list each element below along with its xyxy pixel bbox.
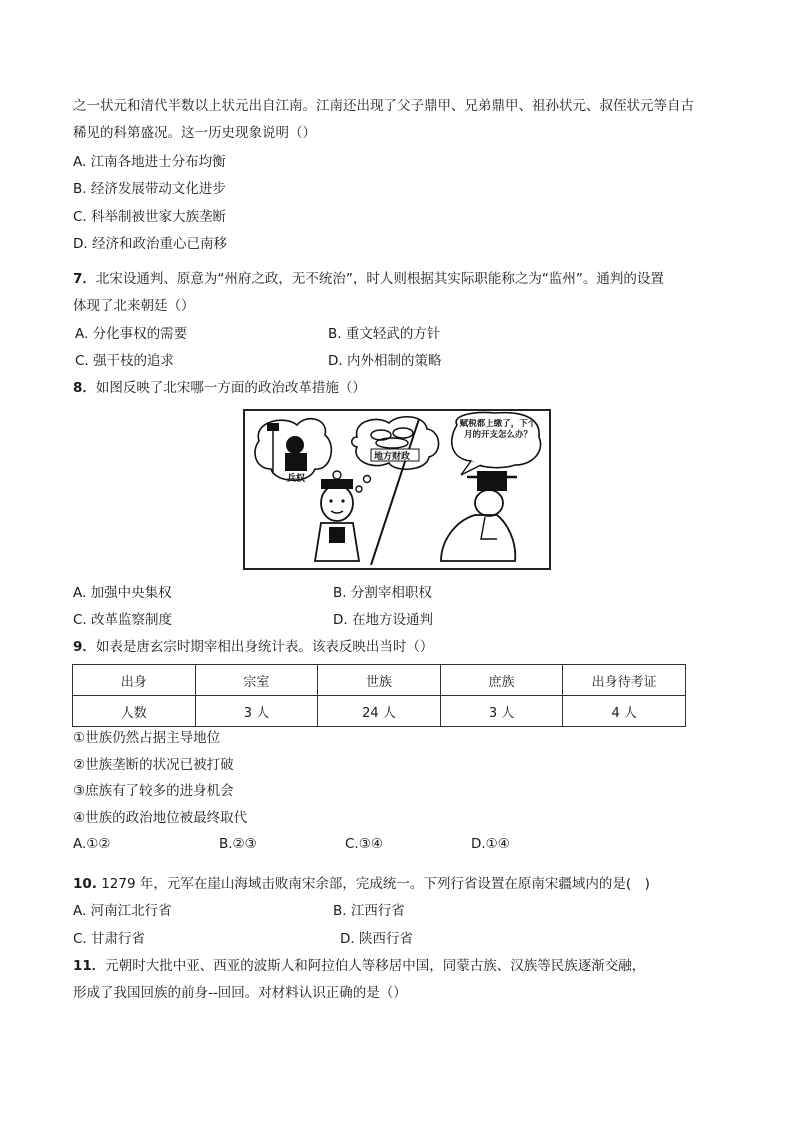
q6-stem-line-2: 稀见的科第盛况。这一历史现象说明（） <box>73 125 316 141</box>
q9-option-b: B.②③ <box>219 836 257 852</box>
q9-stem <box>73 638 433 656</box>
q9-option-d: D.①④ <box>471 836 510 852</box>
q8-option-d: D. 在地方设通判 <box>333 612 433 628</box>
table-cell: 人数 <box>73 696 196 727</box>
cartoon-speech-text: 赋税都上缴了，下个月的开支怎么办？ <box>459 419 537 440</box>
q8-number: 8． <box>73 380 96 396</box>
q10-number: 10. <box>73 876 97 892</box>
q9-stem-text: 如表是唐玄宗时期宰相出身统计表。该表反映出当时（） <box>95 639 434 655</box>
table-cell: 3 人 <box>440 696 563 727</box>
q6-option-d: D. 经济和政治重心已南移 <box>73 236 227 252</box>
q8-stem-text: 如图反映了北宋哪一方面的政治改革措施（） <box>95 380 366 396</box>
q7-stem-text: 北宋设通判、原意为“州府之政，无不统治”，时人则根据其实际职能称之为“监州”。通判的设置 <box>95 271 664 287</box>
table-header-cell: 庶族 <box>440 665 563 696</box>
q10-option-a: A. 河南江北行省 <box>73 903 172 919</box>
table-header-cell: 出身待考证 <box>563 665 686 696</box>
table-header-cell: 宗室 <box>195 665 318 696</box>
q8-option-a: A. 加强中央集权 <box>73 585 172 601</box>
q9-statistics-table <box>72 664 686 727</box>
q9-option-a: A.①② <box>73 836 111 852</box>
q7-stem-line-1 <box>73 270 664 288</box>
q7-option-b: B. 重文轻武的方针 <box>328 326 441 342</box>
q9-statement-2: ②世族垄断的状况已被打破 <box>73 757 234 773</box>
table-row <box>73 696 686 727</box>
q11-number: 11． <box>73 958 106 974</box>
q6-option-b: B. 经济发展带动文化进步 <box>73 181 226 197</box>
table-header-cell: 世族 <box>318 665 441 696</box>
q7-number: 7． <box>73 271 96 287</box>
q7-option-a: A. 分化事权的需要 <box>75 326 188 342</box>
q10-stem-text: 1279 年，元军在崖山海域击败南宋余部，完成统一。下列行省设置在原南宋疆域内的是( ) <box>101 876 650 892</box>
table-cell: 3 人 <box>195 696 318 727</box>
table-header-row <box>73 665 686 696</box>
q10-stem <box>73 875 650 893</box>
q6-option-c: C. 科举制被世家大族垄断 <box>73 209 227 225</box>
q10-option-d: D. 陕西行省 <box>340 931 413 947</box>
q9-statement-3: ③庶族有了较多的进身机会 <box>73 783 234 799</box>
cartoon-illustration <box>245 411 549 568</box>
q9-statement-4: ④世族的政治地位被最终取代 <box>73 810 248 826</box>
cartoon-label-finance: 地方财政 <box>374 452 411 462</box>
table-header-cell: 出身 <box>73 665 196 696</box>
q8-stem <box>73 379 366 397</box>
q8-cartoon-figure <box>243 409 551 570</box>
q9-option-c: C.③④ <box>345 836 383 852</box>
q11-stem-line-2: 形成了我国回族的前身--回回。对材料认识正确的是（） <box>73 985 407 1001</box>
q6-stem-line-1: 之一状元和清代半数以上状元出自江南。江南还出现了父子鼎甲、兄弟鼎甲、祖孙状元、叔侄状元等自古 <box>73 98 694 114</box>
table-cell: 4 人 <box>563 696 686 727</box>
table-cell: 24 人 <box>318 696 441 727</box>
q8-option-c: C. 改革监察制度 <box>73 612 173 628</box>
q6-option-a: A. 江南各地进士分布均衡 <box>73 154 226 170</box>
q9-number: 9． <box>73 639 96 655</box>
q10-option-c: C. 甘肃行省 <box>73 931 146 947</box>
q9-statement-1: ①世族仍然占据主导地位 <box>73 730 221 746</box>
cartoon-label-military: 兵权 <box>287 474 306 484</box>
q8-option-b: B. 分割宰相职权 <box>333 585 432 601</box>
q10-option-b: B. 江西行省 <box>333 903 405 919</box>
q7-stem-line-2: 体现了北来朝廷（） <box>73 298 195 314</box>
q11-stem-text: 元朝时大批中亚、西亚的波斯人和阿拉伯人等移居中国，同蒙古族、汉族等民族逐渐交融， <box>105 958 646 974</box>
q7-option-d: D. 内外相制的策略 <box>328 353 442 369</box>
q7-option-c: C. 强干枝的追求 <box>75 353 175 369</box>
q11-stem-line-1 <box>73 957 645 975</box>
